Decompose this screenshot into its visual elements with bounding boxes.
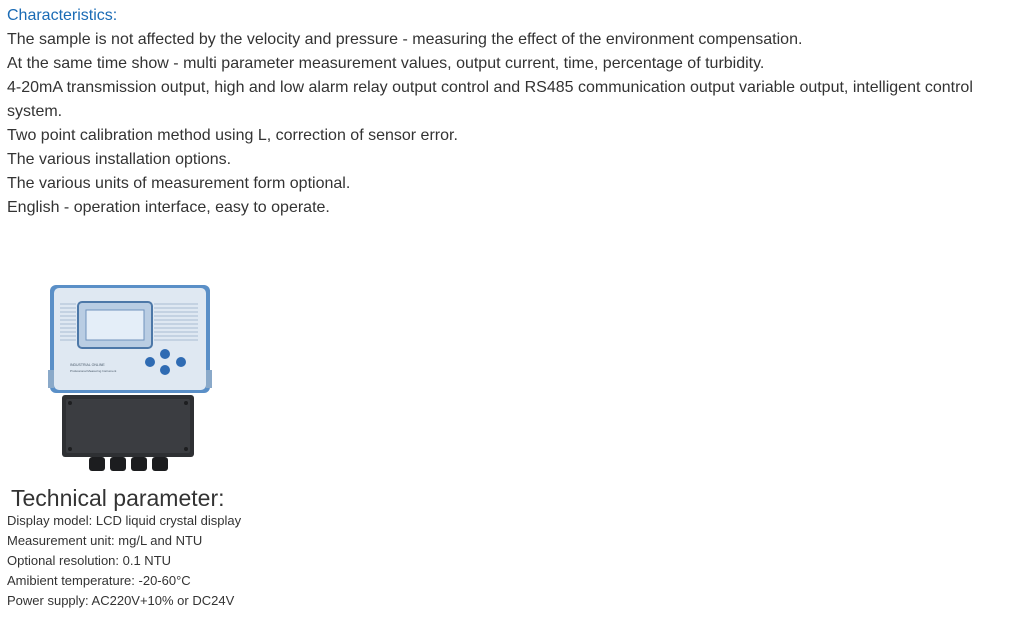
button-icon — [160, 349, 170, 359]
parameter-item: Amibient temperature: -20-60°C — [7, 573, 191, 588]
characteristic-item: The various units of measurement form optional. — [7, 175, 351, 192]
characteristic-item: The various installation options. — [7, 151, 232, 168]
turbidity-meter-illustration — [40, 280, 240, 480]
parameter-item: Display model: LCD liquid crystal display — [7, 513, 242, 528]
characteristic-item: At the same time show - multi parameter measurement values, output current, time, percentage of turbidity. — [7, 55, 765, 72]
button-icon — [145, 357, 155, 367]
cable-gland-icon — [89, 457, 105, 471]
cable-gland-icon — [110, 457, 126, 471]
characteristics-list — [7, 28, 997, 220]
characteristic-item: Two point calibration method using L, correction of sensor error. — [7, 127, 458, 144]
cable-gland-icon — [131, 457, 147, 471]
parameter-item: Power supply: AC220V+10% or DC24V — [7, 593, 235, 608]
technical-parameter-list — [7, 511, 241, 611]
product-image — [40, 280, 240, 480]
cable-gland-icon — [152, 457, 168, 471]
characteristic-item: The sample is not affected by the velocity and pressure - measuring the effect of the environment compensation. — [7, 31, 803, 48]
technical-parameter-title: Technical parameter: — [11, 485, 225, 511]
device-label-line2: Professional Measuring Instrument — [70, 369, 117, 373]
button-icon — [160, 365, 170, 375]
device-label-line1: INDUSTRIAL ONLINE — [70, 363, 105, 367]
parameter-item: Optional resolution: 0.1 NTU — [7, 553, 172, 568]
parameter-item: Measurement unit: mg/L and NTU — [7, 533, 203, 548]
button-icon — [176, 357, 186, 367]
characteristics-title: Characteristics: — [7, 7, 118, 24]
characteristic-item: 4-20mA transmission output, high and low alarm relay output control and RS485 communication output variable output, intelligent control system. — [7, 79, 973, 120]
characteristic-item: English - operation interface, easy to operate. — [7, 199, 330, 216]
